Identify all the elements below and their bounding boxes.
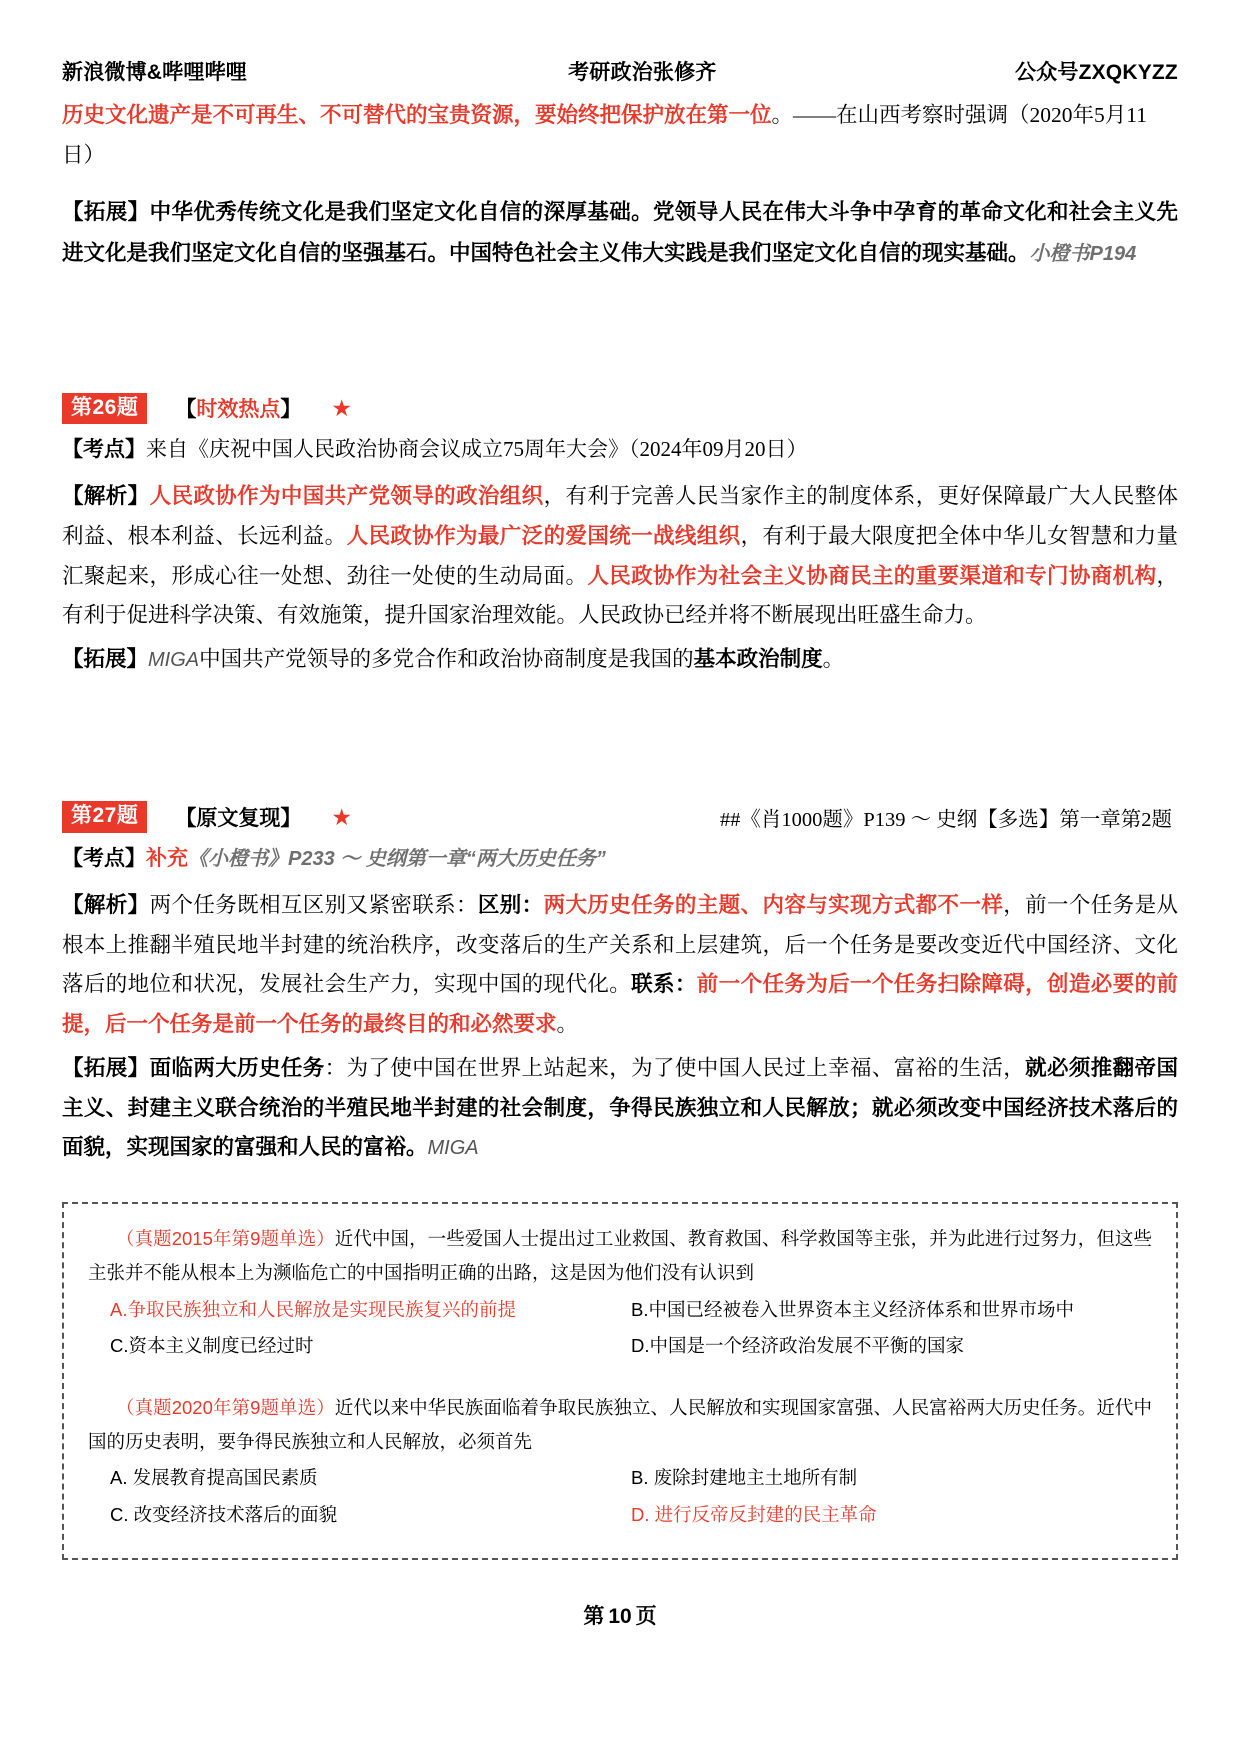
question-26-type [175, 393, 301, 423]
question-27-header [62, 800, 1178, 834]
question-26-section [62, 391, 1178, 680]
exam-question-2020 [88, 1391, 1152, 1532]
exam-option-d[interactable]: D.中国是一个经济政治发展不平衡的国家 [631, 1334, 965, 1356]
exam-question-2020-options-row-2 [88, 1498, 1152, 1532]
tuozhan-text-2: 。 [822, 647, 845, 672]
masthead-left-handle: 新浪微博&哔哩哔哩 [62, 61, 247, 84]
masthead-right-account: 公众号ZXQKYZZ [1014, 61, 1178, 84]
exam-question-2020-source: （真题2020年第9题单选） [116, 1397, 335, 1419]
bracket-open: 【 [175, 398, 197, 422]
kaodian-supplement-tag: 补充 [146, 847, 188, 870]
question-26-tuozhan [62, 640, 1178, 680]
spacer [62, 275, 1178, 337]
bracket-close: 】 [280, 398, 302, 422]
leader-quote [62, 96, 1178, 176]
exam-question-2015 [88, 1222, 1152, 1363]
page-masthead [62, 56, 1178, 86]
question-26-jiexi [62, 477, 1178, 636]
exam-question-2020-stem [88, 1391, 1152, 1459]
exam-question-2020-options-row-1 [88, 1461, 1152, 1495]
kaodian-source: 《小橙书》P233 ～ 史纲第一章“两大历史任务” [188, 848, 606, 870]
exam-question-2015-stem [88, 1222, 1152, 1290]
question-26-type-label: 时效热点 [196, 398, 281, 422]
question-27-kaodian [62, 840, 1178, 878]
jiexi-qubie-label: 区别： [477, 892, 544, 917]
exam-question-2015-options-row-2 [88, 1329, 1152, 1363]
exam-option-d[interactable]: D. 进行反帝反封建的民主革命 [631, 1503, 877, 1525]
tuozhan-top-text: 中华优秀传统文化是我们坚定文化自信的深厚基础。党领导人民在伟大斗争中孕育的革命文化和社会主义先进文化是我们坚定文化自信的坚强基石。中国特色社会主义伟大实践是我们坚定文化自信的现实基础。 [62, 199, 1178, 266]
exam-question-2020-text: 近代以来中华民族面临着争取民族独立、人民解放和实现国家富强、人民富裕两大历史任务。近代中国的历史表明，要争得民族独立和人民解放，必须首先 [88, 1397, 1152, 1453]
exam-option-a[interactable]: A.争取民族独立和人民解放是实现民族复兴的前提 [110, 1298, 516, 1320]
exam-option-c[interactable]: C.资本主义制度已经过时 [110, 1334, 314, 1356]
question-27-section [62, 800, 1178, 1168]
quote-punct: 。 [771, 103, 794, 127]
jiexi-highlight-1: 人民政协作为中国共产党领导的政治组织 [149, 484, 544, 509]
kaodian-label: 【考点】 [62, 437, 146, 462]
kaodian-label: 【考点】 [62, 846, 146, 870]
miga-annotation: MIGA [427, 1137, 479, 1160]
question-26-header [62, 391, 1178, 425]
jiexi-text-4: ，有利于最大限度把全体中华儿女智慧和力量汇聚起来，形成心往一处想、劲往一处使的生动局面。 [62, 523, 1178, 588]
exam-question-2015-text: 近代中国，一些爱国人士提出过工业救国、教育救国、科学救国等主张，并为此进行过努力，但这些主张并不能从根本上为濒临危亡的中国指明正确的出路，这是因为他们没有认识到 [88, 1228, 1152, 1284]
tuozhan-emphasis: 就必须推翻帝国主义、封建主义联合统治的半殖民地半封建的社会制度，争得民族独立和人民解放；就必须改变中国经济技术落后的面貌，实现国家的富强和人民的富裕。 [62, 1055, 1178, 1160]
tuozhan-top-paragraph [62, 192, 1178, 276]
exam-question-2015-options-row-1 [88, 1293, 1152, 1327]
spacer [88, 1369, 1152, 1391]
jiexi-text-1: 两个任务既相互区别又紧密联系： [149, 892, 478, 917]
tuozhan-text-1: 为了使中国在世界上站起来，为了使中国人民过上幸福、富裕的生活， [346, 1055, 1026, 1080]
tuozhan-label: 【拓展】 [62, 1055, 150, 1080]
quote-text: 历史文化遗产是不可再生、不可替代的宝贵资源，要始终把保护放在第一位 [62, 103, 772, 127]
star-icon: ★ [331, 804, 352, 830]
quote-attribution: ——在山西考察时强调（2020年5月11日） [62, 103, 1147, 167]
question-27-reference: ##《肖1000题》P139 ～ 史纲【多选】第一章第2题 [719, 809, 1172, 831]
jiexi-highlight-2: 两大历史任务的主题、内容与实现方式都不一样 [543, 892, 1004, 917]
jiexi-highlight-5: 人民政协作为社会主义协商民主的重要渠道和专门协商机构 [587, 563, 1157, 588]
jiexi-label: 【解析】 [62, 484, 150, 509]
exam-option-b[interactable]: B. 废除封建地主土地所有制 [631, 1467, 858, 1489]
question-27-jiexi [62, 886, 1178, 1045]
question-26-kaodian [62, 431, 1178, 469]
question-27-tuozhan [62, 1049, 1178, 1168]
jiexi-text-3: ，前一个任务是从根本上推翻半殖民地半封建的统治秩序，改变落后的生产关系和上层建筑，后一个任务是要改变近代中国经济、文化落后的地位和状况，发展社会生产力，实现中国的现代化。 [62, 892, 1178, 997]
page-footer [62, 1600, 1178, 1630]
tuozhan-colon: ： [324, 1055, 347, 1080]
jiexi-lianxi-label: 联系： [631, 972, 697, 997]
tuozhan-text-1: 中国共产党领导的多党合作和政治协商制度是我国的 [199, 647, 694, 672]
jiexi-text-5: 。 [556, 1012, 579, 1037]
exam-option-a[interactable]: A. 发展教育提高国民素质 [110, 1467, 318, 1489]
tuozhan-lead: 面临两大历史任务 [149, 1055, 325, 1080]
exam-question-2015-source: （真题2015年第9题单选） [116, 1228, 335, 1250]
exam-option-c[interactable]: C. 改变经济技术落后的面貌 [110, 1503, 338, 1525]
tuozhan-label: 【拓展】 [62, 647, 149, 672]
question-27-type: 【原文复现】 [175, 807, 302, 830]
tuozhan-top-label: 【拓展】 [62, 199, 150, 224]
star-icon: ★ [331, 395, 352, 421]
footer-suffix: 页 [635, 1604, 657, 1628]
kaodian-text: 来自《庆祝中国人民政治协商会议成立75周年大会》（2024年09月20日） [146, 437, 808, 462]
page-number: 10 [608, 1604, 632, 1628]
miga-annotation: MIGA [148, 649, 200, 672]
jiexi-label: 【解析】 [62, 892, 150, 917]
question-27-badge: 第27题 [62, 801, 147, 832]
tuozhan-top-source: 小橙书P194 [1029, 243, 1137, 266]
tuozhan-emphasis: 基本政治制度 [693, 647, 823, 672]
jiexi-text-2: ，有利于完善人民当家作主的制度体系，更好保障最广大人民整体利益、根本利益、长远利益。 [62, 484, 1178, 548]
question-26-badge: 第26题 [62, 393, 147, 424]
jiexi-highlight-4: 前一个任务为后一个任务扫除障碍，创造必要的前提，后一个任务是前一个任务的最终目的和必然要求 [62, 972, 1178, 1037]
exam-option-b[interactable]: B.中国已经被卷入世界资本主义经济体系和世界市场中 [631, 1298, 1074, 1320]
jiexi-highlight-3: 人民政协作为最广泛的爱国统一战线组织 [346, 523, 741, 548]
masthead-center-title: 考研政治张修齐 [568, 61, 717, 84]
footer-prefix: 第 [583, 1604, 605, 1628]
spacer [62, 684, 1178, 746]
jiexi-text-6: ，有利于促进科学决策、有效施策，提升国家治理效能。人民政协已经并将不断展现出旺盛生命力。 [62, 563, 1178, 628]
past-exam-questions-box [62, 1202, 1178, 1560]
